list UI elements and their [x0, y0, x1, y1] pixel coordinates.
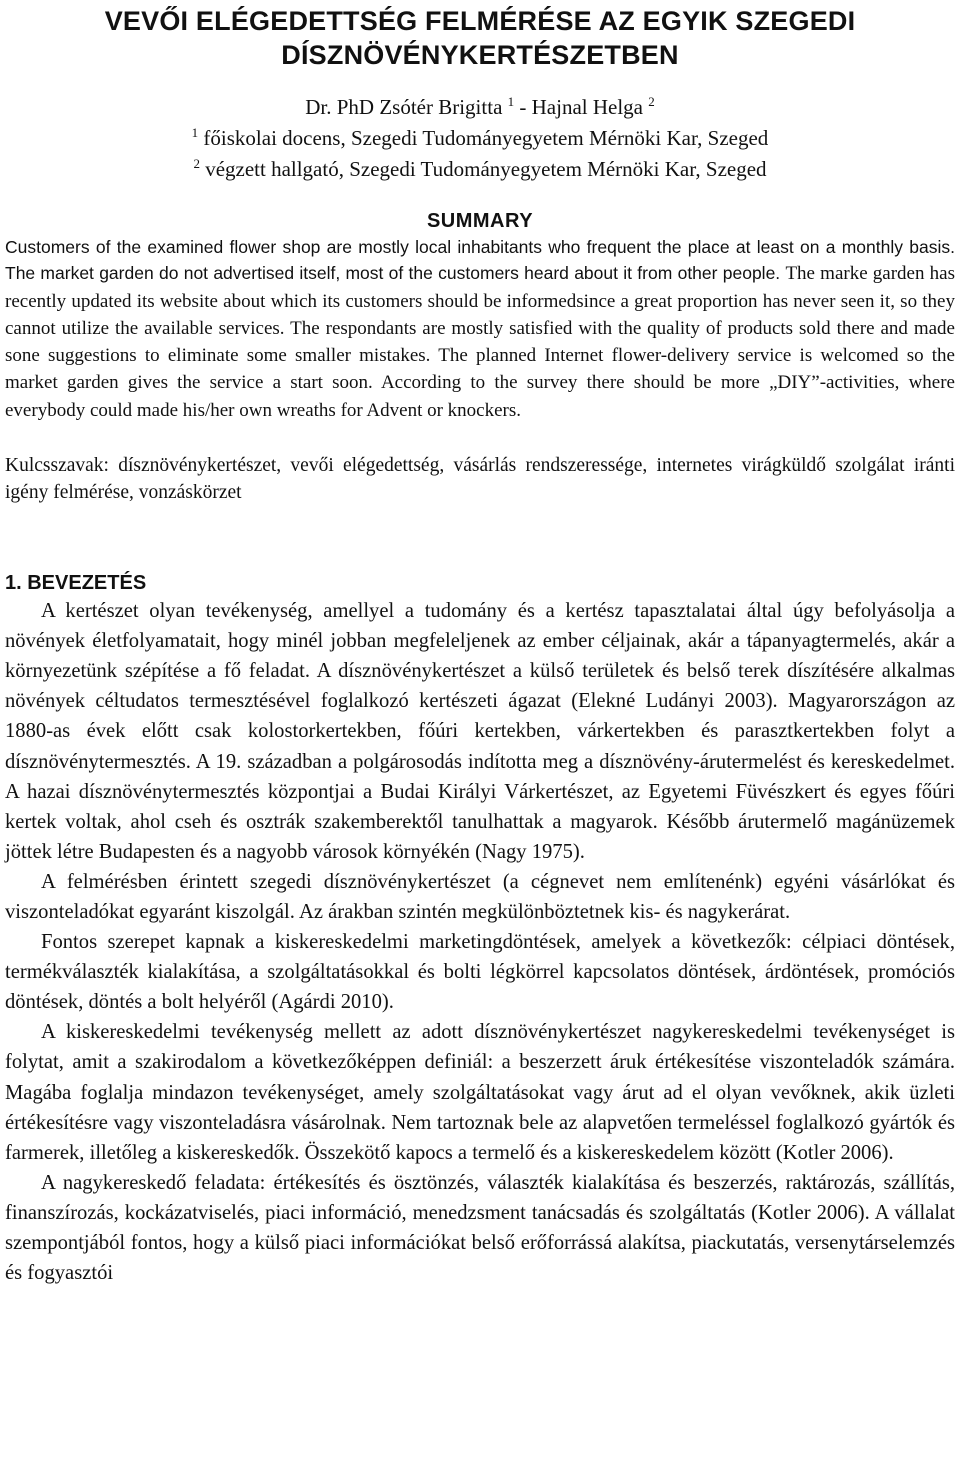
summary-part-2: The marke garden has recently updated its website about which its customers should be informedsince a great proportion has never seen it, so they cannot utilize the available services. The respondants are mostly satisfied with the quality of products sold there and made sone suggestions to eliminate some smaller mistakes. The planned Internet flower-delivery service is welcomed so the market garden gives the service a start soon. According to the survey there should be more „DIY”-activities, where everybody could made his/her own wreaths for Advent or knockers. [5, 263, 955, 421]
body-paragraph: A kertészet olyan tevékenység, amellyel a tudomány és a kertész tapasztalatai által úgy befolyásolja a növények életfolyamatait, hogy minél jobban megfeleljenek az ember céljainak, akár a tápanyagtermelés, akár a környezetünk szépítése a fő feladat. A dísznövénykertészet a külső területek és belső terek díszítésére alkalmas növények céltudatos termesztésével foglalkozó kertészeti ágazat (Elekné Ludányi 2003). Magyarországon az 1880-as évek előtt csak kolostorkertekben, főúri kertekben, várkertekben és parasztkertekben folyt a dísznövénytermesztés. A 19. században a polgárosodás indította meg a dísznövény-árutermelést és kereskedelmet. A hazai dísznövénytermesztés központjai a Budai Királyi Várkertészet, az Egyetemi Füvészkert és egyes főúri kertek voltak, ahol cseh és osztrák szakemberektől tanulhattak a magyarok. Később árutermelő magánüzemek jöttek létre Budapesten és a nagyobb városok környékén (Nagy 1975). [5, 600, 955, 863]
affiliation-1 [5, 123, 955, 154]
summary-part-1: Customers of the examined flower shop are mostly local inhabitants who frequent the place at least on a monthly basis. The market garden do not advertised itself, most of the customers heard about it from other people. [5, 237, 955, 284]
body-paragraph: A kiskereskedelmi tevékenység mellett az adott dísznövénykertészet nagykereskedelmi tevékenységet is folytat, amit a szakirodalom a következőképpen definiál: a beszerzett áruk értékesítése viszonteladók számára. Magába foglalja mindazon tevékenységet, amely szolgáltatásokat vagy árut ad el olyan vevőknek, akik üzleti értékesítésre vagy viszonteladásra vásárolnak. Nem tartoznak bele az alapvetően termeléssel foglalkozó gyártók és farmerek, illetőleg a kiskereskedők. Összekötő kapocs a termelő és a kiskereskedelem között (Kotler 2006). [5, 1021, 955, 1164]
paper-title [5, 4, 955, 72]
body-paragraph: A nagykereskedő feladata: értékesítés és ösztönzés, választék kialakítása és beszerzés, raktározás, szállítás, finanszírozás, kockázatviselés, piaci információ, menedzsment tanácsadás és szolgáltatás (Kotler 2006). A vállalat szempontjából fontos, hogy a külső piaci információkat belső erőforrássá alakítsa, piackutatás, versenytárselemzés és fogyasztói [5, 1171, 955, 1285]
body-paragraph: A felmérésben érintett szegedi dísznövénykertészet (a cégnevet nem említenénk) egyéni vásárlókat és viszonteladókat egyaránt kiszolgál. Az árakban szintén megkülönböztetnek kis- és nagykerárat. [5, 870, 955, 924]
keywords: Kulcsszavak: dísznövénykertészet, vevői elégedettség, vásárlás rendszeressége, internetes virágküldő szolgálat iránti igény felmérése, vonzáskörzet [5, 455, 955, 504]
affiliation-2-sup: 2 [193, 156, 200, 171]
affiliation-1-sup: 1 [191, 125, 199, 140]
document-page [5, 0, 955, 1288]
summary-heading: SUMMARY [426, 210, 534, 232]
summary-text [5, 234, 955, 424]
author-2-sup: 2 [648, 94, 655, 109]
author-2-name: - Hajnal Helga [519, 95, 644, 119]
author-names [5, 92, 955, 123]
affiliation-1-text: főiskolai docens, Szegedi Tudományegyetem Mérnöki Kar, Szeged [198, 126, 769, 150]
body-paragraph: Fontos szerepet kapnak a kiskereskedelmi marketingdöntések, amelyek a következők: célpiaci döntések, termékválaszték kialakítása, a szolgáltatásokkal és bolti légkörrel kapcsolatos döntések, árdöntések, promóciós döntések, döntés a bolt helyéről (Agárdi 2010). [5, 931, 955, 1014]
title-line-2: DÍSZNÖVÉNYKERTÉSZETBEN [281, 40, 679, 70]
title-line-1: VEVŐI ELÉGEDETTSÉG FELMÉRÉSE AZ EGYIK SZEGEDI [104, 6, 856, 36]
author-1-name: Dr. PhD Zsótér Brigitta [305, 95, 503, 119]
author-block [5, 92, 955, 185]
affiliation-2-text: végzett hallgató, Szegedi Tudományegyetem Mérnöki Kar, Szeged [199, 157, 767, 181]
section-heading-introduction: 1. BEVEZETÉS [5, 572, 147, 595]
affiliation-2 [5, 154, 955, 185]
author-1-sup: 1 [507, 94, 515, 109]
